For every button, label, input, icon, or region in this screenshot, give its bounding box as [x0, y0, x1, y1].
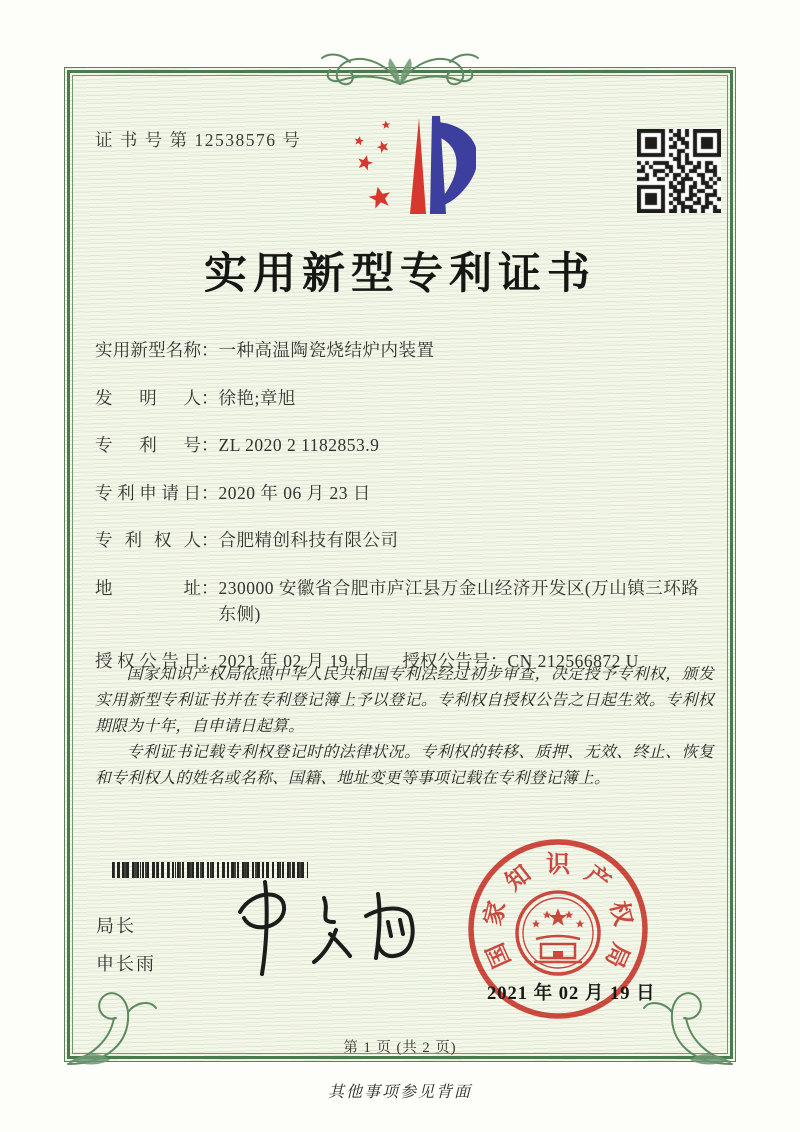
field-value: 一种高温陶瓷烧结炉内装置: [218, 340, 435, 360]
notice-paragraph-2: 专利证书记载专利权登记时的法律状况。专利权的转移、质押、无效、终止、恢复和专利权人的姓名或名称、国籍、地址变更等事项记载在专利登记簿上。: [95, 744, 714, 787]
svg-text:知: 知: [501, 860, 537, 897]
field-list: [95, 337, 714, 696]
field-row-patentee: [95, 527, 714, 553]
field-value: 徐艳;章旭: [218, 387, 296, 408]
signer-name: 申长雨: [96, 954, 156, 974]
field-row-inventor: [95, 385, 714, 411]
logo-stars: [354, 120, 393, 209]
field-value: 2020 年 06 月 23 日: [218, 482, 371, 503]
cnipa-logo: [334, 110, 476, 228]
national-emblem: [517, 892, 599, 974]
field-label: 专利权人: [95, 530, 201, 550]
certificate-number: 证 书 号 第 12538576 号: [95, 130, 302, 150]
field-label: 地址: [95, 577, 201, 598]
field-colon: ：: [201, 387, 219, 408]
svg-text:家: 家: [480, 898, 512, 929]
qr-code: [637, 129, 721, 213]
field-colon: ：: [201, 482, 219, 503]
field-label: 实用新型名称: [95, 340, 201, 360]
svg-text:识: 识: [546, 852, 570, 878]
back-side-note: 其他事项参见背面: [327, 1084, 472, 1101]
field-value: 230000 安徽省合肥市庐江县万金山经济开发区(万山镇三环路东侧): [218, 577, 700, 624]
field-label: 专利申请日: [95, 482, 201, 503]
field-colon: ：: [201, 340, 219, 360]
legal-notice: [95, 662, 714, 792]
page-indicator: 第 1 页 (共 2 页): [343, 1040, 457, 1056]
field-colon: ：: [201, 435, 219, 455]
svg-text:局: 局: [599, 938, 634, 972]
svg-text:权: 权: [604, 898, 636, 929]
field-row-address: [95, 575, 714, 627]
certificate-title: 实用新型专利证书: [204, 251, 596, 298]
field-label: 专利号: [95, 435, 201, 455]
field-value: 2021 年 02 月 19 日: [218, 651, 371, 671]
field-colon: ：: [201, 530, 219, 550]
field-row-utility-name: [95, 337, 714, 363]
signer-block: [96, 912, 156, 988]
field-row-patent-number: [95, 432, 714, 458]
field-value-grant-number: CN 212566872 U: [507, 651, 639, 671]
notice-paragraph-1: 国家知识产权局依照中华人民共和国专利法经过初步审查，决定授予专利权，颁发实用新型专利证书并在专利登记簿上予以登记。专利权自授权公告之日起生效。专利权期限为十年，自申请日起算。: [95, 666, 714, 735]
signature-autograph: [218, 872, 428, 982]
logo-red-wedge: [410, 118, 426, 214]
signer-title: 局长: [96, 916, 136, 936]
field-colon: ：: [201, 651, 219, 671]
seal-date: 2021 年 02 月 19 日: [487, 984, 656, 1004]
svg-text:国: 国: [482, 938, 517, 972]
field-colon: ：: [490, 651, 508, 671]
field-label: 发明人: [95, 387, 201, 408]
field-label: 授权公告日: [95, 651, 201, 671]
field-value: ZL 2020 2 1182853.9: [218, 435, 380, 455]
field-row-filing-date: [95, 480, 714, 506]
field-colon: ：: [201, 577, 219, 598]
svg-text:产: 产: [579, 860, 615, 897]
field-label-grant-number: 授权公告号: [402, 651, 490, 671]
field-value: 合肥精创科技有限公司: [218, 530, 399, 550]
